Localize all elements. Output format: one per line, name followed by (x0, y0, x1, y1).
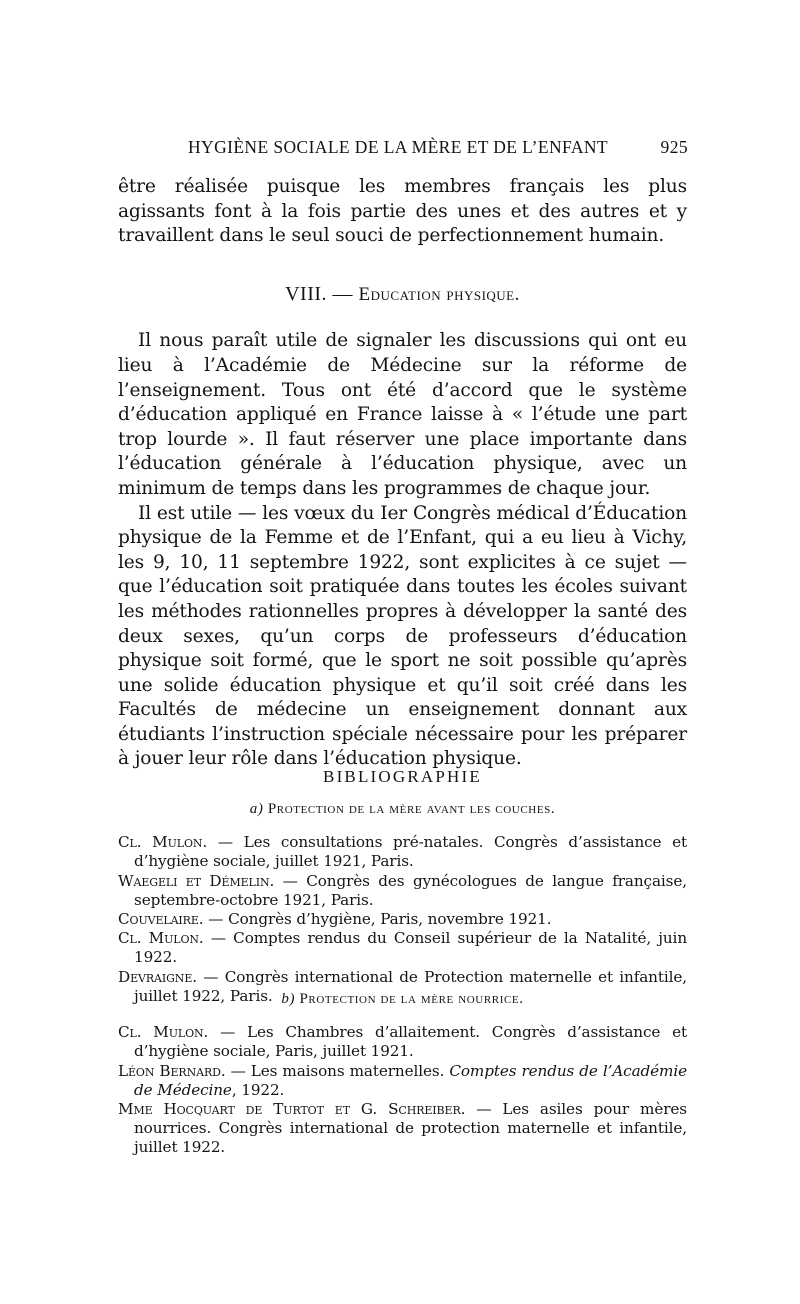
entry-author: Cl. Mulon. (118, 1023, 209, 1042)
entry-author: Léon Bernard. (118, 1061, 226, 1080)
entry-text: — Les maisons maternelles. (225, 1061, 450, 1080)
section-heading (118, 282, 687, 308)
entry-text: — Les asiles pour mères nourrices. Congrès international de protection maternelle et infantile, juillet 1922. (134, 1100, 687, 1157)
bibliography-entry (118, 929, 687, 967)
entry-text: — Congrès des gynécologues de langue française, septembre-octobre 1921, Paris. (134, 871, 687, 909)
paragraph: Il est utile — les vœux du Ier Congrès médical d’Éducation physique de la Femme et de l’Enfant, qui a eu lieu à Vichy, les 9, 10, 11 septembre 1922, sont explicites à ce sujet — que l’éducation soit pratiquée dans toutes les écoles suivant les méthodes rationnelles propres à développer la santé des deux sexes, qu’un corps de professeurs d’éducation physique soit formé, que le sport ne soit possible qu’après une solide éducation physique et qu’il soit créé dans les Facultés de médecine un enseignement donnant aux étudiants l’instruction spéciale nécessaire pour les préparer à jouer leur rôle dans l’éducation physique. (118, 502, 687, 770)
bibliography-entry (118, 1062, 687, 1100)
paragraph: Il nous paraît utile de signaler les discussions qui ont eu lieu à l’Académie de Médecine sur la réforme de l’enseignement. Tous ont été d’accord que le système d’éducation appliqué en France laisse à « l’étude une part trop lourde ». Il faut réserver une place importante dans l’éducation générale à l’éducation physique, avec un minimum de temps dans les programmes de chaque jour. (118, 330, 687, 499)
subheading-letter: a) (249, 801, 264, 817)
bibliography-section-b (118, 990, 687, 1158)
bibliography-entry (118, 910, 687, 929)
bibliography-entry (118, 1023, 687, 1061)
section-number: VIII. — (285, 282, 354, 305)
entry-author: Devraigne. (118, 967, 197, 986)
entry-author: Waegeli et Démelin. (118, 871, 275, 890)
body-text (118, 175, 687, 772)
entry-tail: , 1922. (231, 1080, 285, 1099)
subheading-letter: b) (281, 991, 296, 1007)
page-number: 925 (660, 137, 688, 157)
subheading-title: Protection de la mère avant les couches. (267, 801, 556, 817)
entry-journal: Comptes rendus de l’Académie de Médecine (134, 1061, 688, 1099)
subheading-title: Protection de la mère nourrice. (299, 991, 524, 1007)
entry-text: — Comptes rendus du Conseil supérieur de la Natalité, juin 1922. (134, 929, 688, 967)
entry-author: Cl. Mulon. (118, 929, 204, 948)
running-head (118, 137, 688, 161)
bibliography-entry (118, 1100, 687, 1158)
bibliography-subheading (118, 990, 687, 1009)
entry-text: — Congrès international de Protection maternelle et infantile, juillet 1922, Paris. (134, 967, 687, 1005)
paragraph: être réalisée puisque les membres français les plus agissants font à la fois partie des unes et des autres et y travaillent dans le seul souci de perfectionnement humain. (118, 176, 687, 247)
entry-text: — Les consultations pré-natales. Congrès d’assistance et d’hygiène sociale, juillet 1921, Paris. (134, 833, 688, 871)
entry-text: — Congrès d’hygiène, Paris, novembre 1921. (203, 910, 552, 929)
entry-text: — Les Chambres d’allaitement. Congrès d’assistance et d’hygiène sociale, Paris, juillet 1921. (134, 1023, 687, 1061)
bibliography-subheading (118, 800, 687, 819)
running-title: HYGIÈNE SOCIALE DE LA MÈRE ET DE L’ENFANT (188, 137, 609, 157)
bibliography-entry (118, 872, 687, 910)
bibliography-section-a (118, 800, 687, 1006)
entry-author: Mme Hocquart de Turtot et G. Schreiber. (118, 1100, 466, 1119)
bibliography-entry (118, 833, 687, 871)
bibliography-title: BIBLIOGRAPHIE (323, 767, 482, 786)
entry-author: Cl. Mulon. (118, 833, 208, 852)
entry-author: Couvelaire. (118, 910, 204, 929)
section-title: Education physique. (358, 283, 520, 305)
